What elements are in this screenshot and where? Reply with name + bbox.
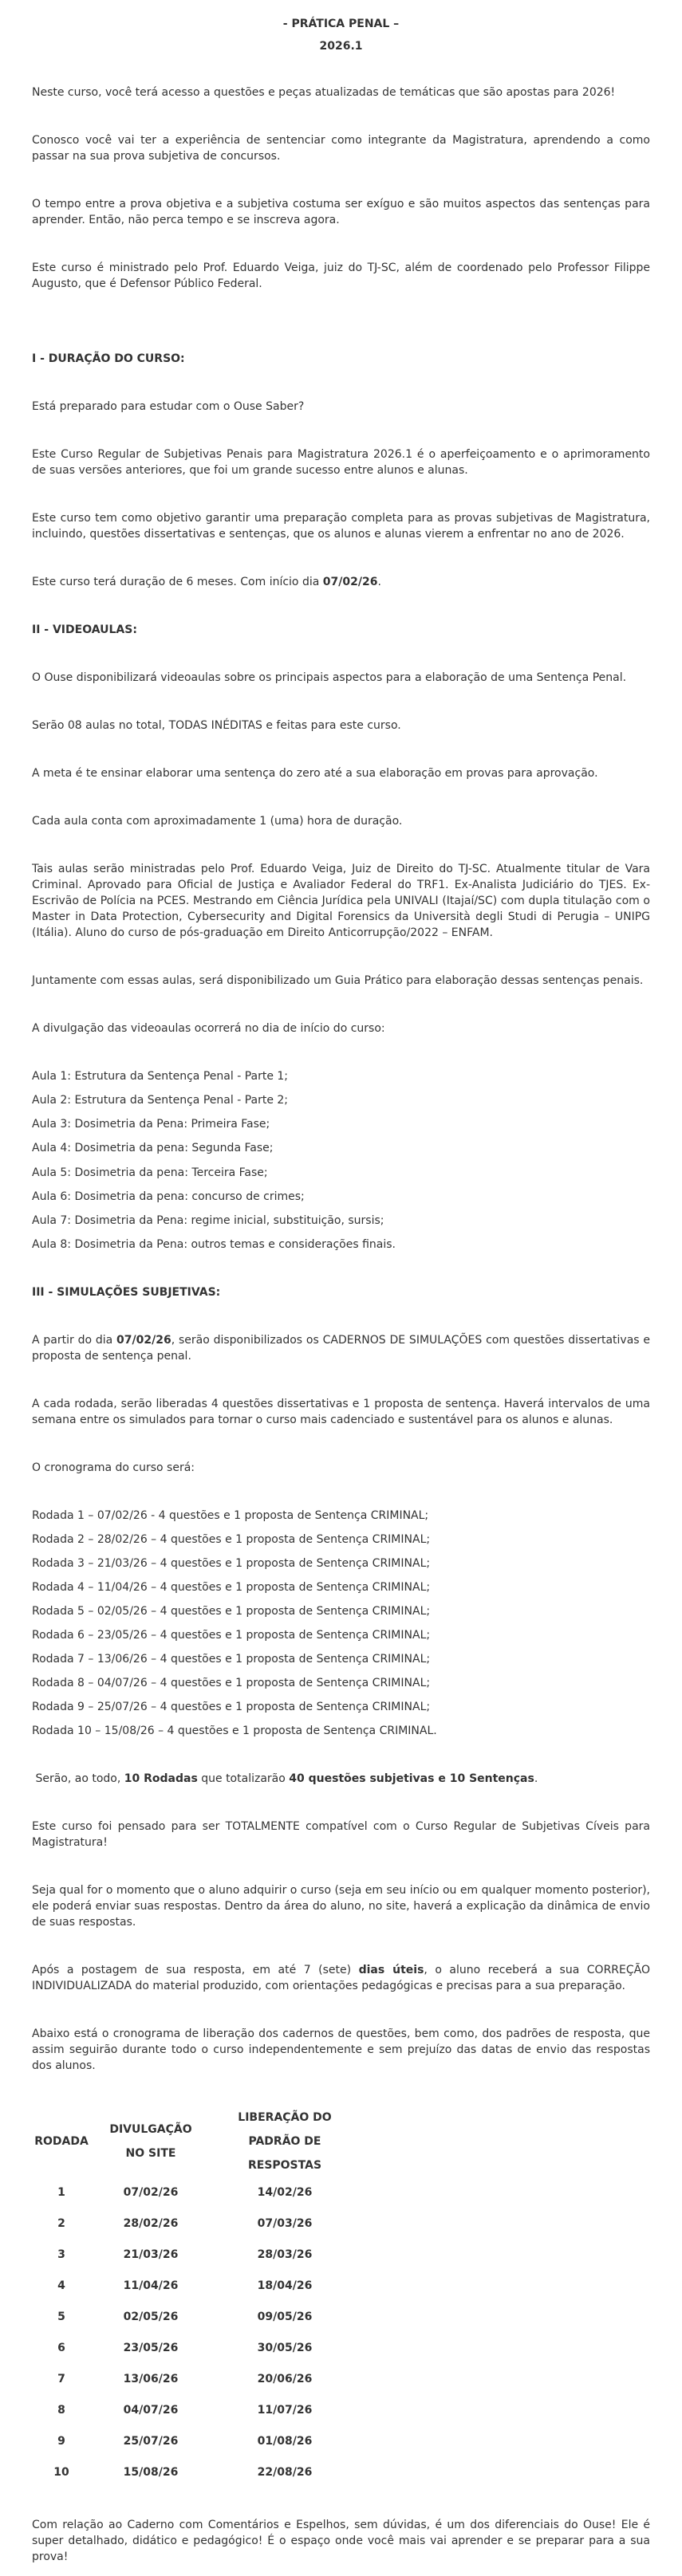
table-row xyxy=(32,2364,359,2395)
videoaulas-paragraph: O Ouse disponibilizará videoaulas sobre os principais aspectos para a elaboração de uma Sentença Penal. xyxy=(32,671,627,685)
table-row xyxy=(32,2240,359,2271)
cell-divulgacao: 07/02/26 xyxy=(123,2186,179,2200)
cell-rodada: 10 xyxy=(53,2466,69,2480)
duracao-paragraph: Este curso tem como objetivo garantir uma preparação completa para as provas subjetivas de Magistratura, incluindo, questões dissertativas e sentenças, que os alunos e alunas vierem a enfrentar no ano de 2026. xyxy=(32,512,650,541)
list-item: Rodada 8 – 04/07/26 – 4 questões e 1 proposta de Sentença CRIMINAL; xyxy=(32,1676,431,1689)
videoaulas-paragraph: A divulgação das videoaulas ocorrerá no dia de início do curso: xyxy=(32,1022,385,1036)
table-row xyxy=(32,2302,359,2333)
simulacoes-paragraph: Este curso foi pensado para ser TOTALMENTE compatível com o Curso Regular de Subjetivas Cíveis para Magistratura! xyxy=(32,1819,650,1849)
simulacoes-paragraph: A cada rodada, serão liberadas 4 questões dissertativas e 1 proposta de sentença. Haverá intervalos de uma semana entre os simulados para tornar o curso mais cadenciado e sustentável para os alunos e alunas. xyxy=(32,1397,650,1426)
cell-liberacao: 22/08/26 xyxy=(257,2466,313,2480)
cell-liberacao: 11/07/26 xyxy=(257,2404,313,2417)
table-row xyxy=(32,2271,359,2302)
cell-divulgacao: 11/04/26 xyxy=(123,2279,179,2293)
list-item: Aula 3: Dosimetria da Pena: Primeira Fase; xyxy=(32,1118,270,1131)
videoaulas-paragraph: A meta é te ensinar elaborar uma sentença do zero até a sua elaboração em provas para aprovação. xyxy=(32,767,598,781)
list-item: Rodada 4 – 11/04/26 – 4 questões e 1 proposta de Sentença CRIMINAL; xyxy=(32,1580,431,1594)
instructor-bio: Tais aulas serão ministradas pelo Prof. Eduardo Veiga, Juiz de Direito do TJ-SC. Atualmente titular de Vara Criminal. Aprovado para Oficial de Justiça e Avaliador Federal do TRF1. Ex-Analista Judiciário do TJES. Ex-Escrivão de Polícia na PCES. Mestrando em Ciência Jurídica pela UNIVALI (Itajaí/SC) com dupla titulação com o Master in Data Protection, Cybersecurity and Digital Forensics da Università degli Studi di Perugia – UNIPG (Itália). Aluno do curso de pós-graduação em Direito Anticorrupção/2022 – ENFAM. xyxy=(32,863,650,940)
cell-rodada: 6 xyxy=(57,2342,65,2355)
duracao-paragraph: Está preparado para estudar com o Ouse Saber? xyxy=(32,400,305,414)
simulacoes-start-paragraph: A partir do dia 07/02/26, serão disponibilizados os CADERNOS DE SIMULAÇÕES com questões dissertativas e proposta de sentença penal. xyxy=(32,1333,651,1363)
intro-paragraph: O tempo entre a prova objetiva e a subjetiva costuma ser exíguo e são muitos aspectos das sentenças para aprender. Então, não perca tempo e se inscreva agora. xyxy=(32,198,650,227)
cell-liberacao: 28/03/26 xyxy=(257,2248,313,2262)
intro-paragraph: Este curso é ministrado pelo Prof. Eduardo Veiga, juiz do TJ-SC, além de coordenado pelo Professor Filippe Augusto, que é Defensor Público Federal. xyxy=(32,262,650,291)
table-row xyxy=(32,2395,359,2426)
cell-liberacao: 20/06/26 xyxy=(257,2373,313,2386)
section-heading-duracao: I - DURAÇÃO DO CURSO: xyxy=(32,352,185,366)
simulacoes-paragraph: O cronograma do curso será: xyxy=(32,1461,195,1474)
schedule-table xyxy=(32,2106,359,2488)
cell-rodada: 4 xyxy=(57,2279,65,2293)
table-row xyxy=(32,2177,359,2208)
section-heading-videoaulas: II - VIDEOAULAS: xyxy=(32,623,137,637)
column-header-liberacao: LIBERAÇÃO DO PADRÃO DE RESPOSTAS xyxy=(238,2110,332,2172)
simulacoes-paragraph: Seja qual for o momento que o aluno adquirir o curso (seja em seu início ou em qualquer momento posterior), ele poderá enviar suas respostas. Dentro da área do aluno, no site, haverá a explicação da dinâmica de envio de suas respostas. xyxy=(32,1883,650,1929)
list-item: Rodada 10 – 15/08/26 – 4 questões e 1 proposta de Sentença CRIMINAL. xyxy=(32,1724,437,1737)
cell-rodada: 8 xyxy=(57,2404,65,2417)
list-item: Rodada 1 – 07/02/26 - 4 questões e 1 proposta de Sentença CRIMINAL; xyxy=(32,1508,429,1522)
list-item: Rodada 6 – 23/05/26 – 4 questões e 1 proposta de Sentença CRIMINAL; xyxy=(32,1628,431,1642)
course-title: - PRÁTICA PENAL – xyxy=(282,18,400,30)
cell-liberacao: 01/08/26 xyxy=(257,2435,313,2448)
cell-rodada: 3 xyxy=(57,2248,65,2262)
cell-liberacao: 09/05/26 xyxy=(257,2311,313,2324)
list-item: Aula 4: Dosimetria da pena: Segunda Fase; xyxy=(32,1142,274,1155)
rodadas-list xyxy=(32,1508,650,1739)
simulacoes-start-date: 07/02/26 xyxy=(116,1333,171,1347)
cell-rodada: 1 xyxy=(57,2186,65,2200)
cell-divulgacao: 13/06/26 xyxy=(123,2373,179,2386)
list-item: Rodada 9 – 25/07/26 – 4 questões e 1 proposta de Sentença CRIMINAL; xyxy=(32,1700,431,1713)
aulas-list xyxy=(32,1068,650,1252)
list-item: Aula 2: Estrutura da Sentença Penal - Parte 2; xyxy=(32,1094,289,1107)
duracao-paragraph: Este Curso Regular de Subjetivas Penais para Magistratura 2026.1 é o aperfeiçoamento e o aprimoramento de suas versões anteriores, que foi um grande sucesso entre alunos e alunas. xyxy=(32,448,650,478)
cell-divulgacao: 23/05/26 xyxy=(123,2342,179,2355)
cell-liberacao: 18/04/26 xyxy=(257,2279,313,2293)
column-header-rodada: RODADA xyxy=(34,2134,89,2148)
cell-divulgacao: 04/07/26 xyxy=(123,2404,179,2417)
table-row xyxy=(32,2208,359,2240)
intro-paragraph: Conosco você vai ter a experiência de sentenciar como integrante da Magistratura, aprendendo a como passar na sua prova subjetiva de concursos. xyxy=(32,134,650,163)
closing-paragraph: Com relação ao Caderno com Comentários e Espelhos, sem dúvidas, é um dos diferenciais do Ouse! Ele é super detalhado, didático e pedagógico! É o espaço onde você mais vai aprender e se preparar para a sua prova! xyxy=(32,2518,650,2564)
list-item: Aula 5: Dosimetria da pena: Terceira Fase; xyxy=(32,1166,268,1179)
duracao-start-paragraph: Este curso terá duração de 6 meses. Com início dia 07/02/26. xyxy=(32,576,381,589)
list-item: Aula 7: Dosimetria da Pena: regime inicial, substituição, sursis; xyxy=(32,1213,384,1227)
cell-rodada: 9 xyxy=(57,2435,65,2448)
correction-paragraph: Após a postagem de sua resposta, em até 7 (sete) dias úteis, o aluno receberá a sua CORREÇÃO INDIVIDUALIZADA do material produzido, com orientações pedagógicas e precisas para a sua preparação. xyxy=(32,1963,650,1992)
column-header-divulgacao: DIVULGAÇÃO NO SITE xyxy=(109,2122,192,2160)
cell-rodada: 7 xyxy=(57,2373,65,2386)
videoaulas-paragraph: Serão 08 aulas no total, TODAS INÉDITAS e feitas para este curso. xyxy=(32,719,401,733)
list-item: Rodada 7 – 13/06/26 – 4 questões e 1 proposta de Sentença CRIMINAL; xyxy=(32,1652,431,1666)
cell-divulgacao: 28/02/26 xyxy=(123,2217,179,2231)
simulacoes-paragraph: Abaixo está o cronograma de liberação dos cadernos de questões, bem como, dos padrões de resposta, que assim seguirão durante todo o curso independentemente e sem prejuízo das datas de envio das respostas dos alunos. xyxy=(32,2027,650,2072)
table-header-row xyxy=(32,2106,359,2177)
list-item: Aula 1: Estrutura da Sentença Penal - Parte 1; xyxy=(32,1070,289,1083)
list-item: Rodada 5 – 02/05/26 – 4 questões e 1 proposta de Sentença CRIMINAL; xyxy=(32,1604,431,1618)
intro-paragraph: Neste curso, você terá acesso a questões e peças atualizadas de temáticas que são apostas para 2026! xyxy=(32,86,616,100)
cell-liberacao: 14/02/26 xyxy=(257,2186,313,2200)
course-year: 2026.1 xyxy=(319,40,363,53)
list-item: Rodada 2 – 28/02/26 – 4 questões e 1 proposta de Sentença CRIMINAL; xyxy=(32,1532,431,1546)
section-heading-simulacoes: III - SIMULAÇÕES SUBJETIVAS: xyxy=(32,1285,221,1299)
list-item: Rodada 3 – 21/03/26 – 4 questões e 1 proposta de Sentença CRIMINAL; xyxy=(32,1556,431,1570)
schedule-table-body xyxy=(32,2177,359,2488)
cell-rodada: 5 xyxy=(57,2311,65,2324)
summary-paragraph: Serão, ao todo, 10 Rodadas que totalizarão 40 questões subjetivas e 10 Sentenças. xyxy=(32,1772,538,1785)
list-item: Aula 6: Dosimetria da pena: concurso de crimes; xyxy=(32,1190,305,1203)
cell-divulgacao: 02/05/26 xyxy=(123,2311,179,2324)
cell-divulgacao: 15/08/26 xyxy=(123,2466,179,2480)
cell-liberacao: 30/05/26 xyxy=(257,2342,313,2355)
cell-divulgacao: 21/03/26 xyxy=(123,2248,179,2262)
list-item: Aula 8: Dosimetria da Pena: outros temas e considerações finais. xyxy=(32,1237,396,1251)
table-row xyxy=(32,2333,359,2364)
start-date: 07/02/26 xyxy=(322,576,378,589)
cell-divulgacao: 25/07/26 xyxy=(123,2435,179,2448)
videoaulas-paragraph: Juntamente com essas aulas, será disponibilizado um Guia Prático para elaboração dessas sentenças penais. xyxy=(32,974,644,988)
cell-liberacao: 07/03/26 xyxy=(257,2217,313,2231)
table-row xyxy=(32,2426,359,2457)
table-row xyxy=(32,2457,359,2488)
videoaulas-paragraph: Cada aula conta com aproximadamente 1 (uma) hora de duração. xyxy=(32,815,403,828)
cell-rodada: 2 xyxy=(57,2217,65,2231)
